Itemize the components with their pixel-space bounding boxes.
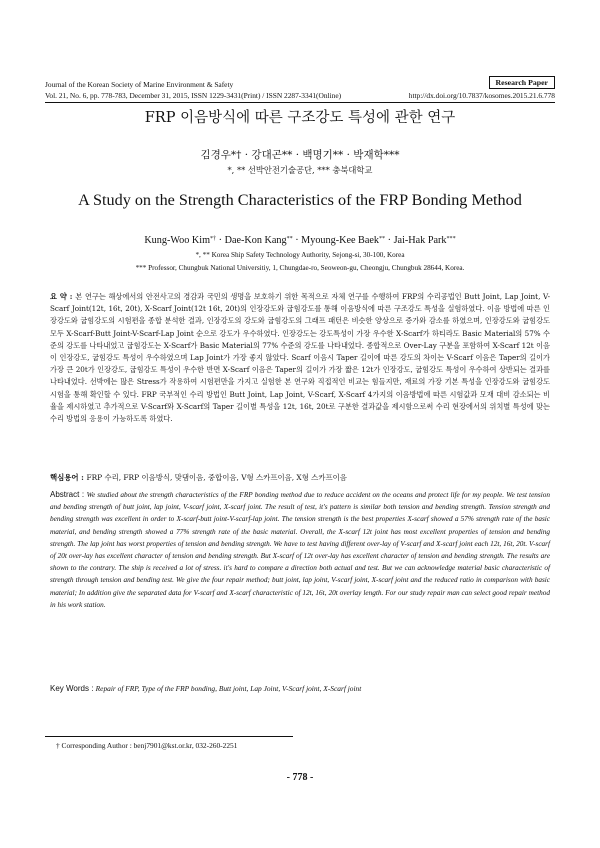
doi-link[interactable]: http://dx.doi.org/10.7837/kosomes.2015.21.6.778 [408, 91, 555, 100]
author-separator: · [292, 235, 302, 246]
footnote-rule [45, 736, 293, 737]
author-name: Jai-Hak Park [393, 235, 447, 246]
author-name: Kung-Woo Kim [144, 235, 210, 246]
journal-name: Journal of the Korean Society of Marine Environment & Safety [45, 80, 234, 89]
author-separator: · [385, 235, 394, 246]
english-keywords-label: Key Words : [50, 684, 96, 693]
author-mark: *† [210, 235, 217, 242]
english-affiliation-1: *, ** Korea Ship Safety Technology Authority, Sejong-si, 30-100, Korea [195, 251, 405, 259]
korean-title: FRP 이음방식에 따른 구조강도 특성에 관한 연구 [144, 110, 456, 126]
author-mark: *** [446, 235, 456, 242]
author-mark: ** [286, 235, 293, 242]
english-keywords-text: Repair of FRP, Type of the FRP bonding, Butt joint, Lap Joint, V-Scarf joint, X-Scarf joint [95, 684, 362, 693]
footnote-text: Corresponding Author : benj7901@kst.or.kr, 032-260-2251 [59, 741, 238, 750]
volume-line: Vol. 21, No. 6, pp. 778-783, December 31, 2015, ISSN 1229-3431(Print) / ISSN 2287-3341(Online) [45, 91, 342, 100]
english-abstract-label: Abstract : [50, 490, 87, 499]
korean-abstract-text: 본 연구는 해상에서의 안전사고의 경감과 국민의 생명을 보호하기 위한 목적으로 자체 연구를 수행하여 FRP의 수리공법인 Butt Joint, Lap Joint, V-Scarf Joint(12t, 16t, 20t), X-Scarf Joint(12t 16t, 20t)의 인장강도와 굽힘강도를 통해 이음방식에 따른 구조강도 특성을 실험하였다. 이음 방법에 따른 인장강도와 굽힘강도의 시험편을 종합 분석한 결과, 인장강도의 강도와 굽힘강도의 그래프 패턴은 비슷한 양상으로 증가와 감소를 하였으며, 인장강도와 굽힘강도 모두 X-Scarf-Butt Joint-V-Scarf-Lap Joint 순으로 강도가 우수하였다. 인장강도는 강도특성이 가장 우수한 X-Scarf가 하티라도 Basic Material의 57% 수준의 강도를 나타내었고 굽힘강도는 X-Scarf가 Basic Material의 77% 수준의 강도를 나타내었다. 종합적으로 Over-Lay 구분을 포함하여 X-Scarf 12t 이음이 인장강도, 굽힘강도 특성이 우수하였으며 Lap Joint가 가장 좋지 않았다. Scarf 이음시 Taper 길이에 따른 강도의 차이는 V-Scarf 이음은 Taper의 길이가 가장 큰 20t가 인장강도, 굽힘강도 특성이 우수한 반면 X-Scarf 이음은 Taper의 길이가 가장 짧은 12t가 인장강도, 굽힘강도 특성이 우수하여 상반되는 결과를 나타내었다. 선박에는 많은 Stress가 작용하여 시험편만을 가지고 실험한 본 연구와 직접적인 비교는 힘들지만, 재료의 가장 기본 특성을 인장강도와 굽힘강도 시험을 통해 확인할 수 있다. FRP 국부적인 수리 방법인 Butt Joint, Lap Joint, V-Scarf, X-Scarf 4가지의 이음방법에 따른 시험값과 모재 대비 감소되는 비율을 제시하였고 추가적으로 V-Scarf와 X-Scarf의 Taper 길이별 특성을 12t, 16t, 20t로 구분한 결과값을 제시함으로써 수리 현장에서의 위치별 특성에 맞는 수리 방법의 응용이 가능하도록 하였다. [50, 292, 551, 424]
author-mark: ** [378, 235, 386, 242]
english-abstract-text: We studied about the strength characteristics of the FRP bonding method due to reduce accident on the oceans and protect life for my people. We test tension and bending strength of butt joint, lap joint, V-scarf joint, X-scarf joint. The result of test, it's pattern is similar both tension and bending strength. Tension strength and bending strength was excellent in order to X-scarf-butt joint-V-scarf-lap joint. The tension strength is the best properties X-scarf showed a 57% strength rate of the basic material, and bending strength showed a 77% strength rate of the basic material. Overall, the X-scarf 12t joint has most excellent properties of tension and bending strength. The lap joint has worst properties of tension and bending strength. We have to test having different over-lay of V-scarf and X-scarf joint each 12t, 16t, 20t. V-scarf of 20t over-lay has excellent character of tension and bending strength. But X-scarf of 12t over-lay has excellent character of tension and bending strength. The results are shown to the contrary. The ship is received a lot of stress. it's hard to compare a direction both actual and test. But we can acknowledge material basic characteristic of strength through tension and bending test. We give the four repair method; butt joint, lap joint, V-scarf joint, X-scarf joint and the reduced ratio in comparison with basic material; In addition give the separated data for V-scarf and X-scarf characteristic of 12t, 16t, 20t overlay length. For our study repair man can select good repair method in his work station. [50, 491, 551, 609]
paper-type-badge: Research Paper [489, 76, 555, 89]
korean-abstract-label: 요 약 : [50, 292, 76, 301]
korean-keywords-text: FRP 수리, FRP 이음방식, 맞댐이음, 중합이음, V형 스카프이음, X형 스카프이음 [86, 473, 347, 482]
page-number: - 778 - [286, 772, 314, 783]
author-name: Myoung-Kee Baek [301, 235, 379, 246]
english-abstract [50, 489, 550, 611]
author-separator: · [216, 235, 225, 246]
author-name: Dae-Kon Kang [224, 235, 287, 246]
korean-keywords [50, 472, 550, 483]
english-authors [0, 234, 600, 248]
korean-keywords-label: 핵심용어 : [50, 473, 87, 482]
english-title: A Study on the Strength Characteristics of the FRP Bonding Method [78, 191, 522, 209]
korean-abstract [50, 291, 550, 425]
dagger-symbol: † [56, 741, 60, 750]
english-affiliation-2: *** Professor, Chungbuk National Universitiy, 1, Chungdae-ro, Seoweon-gu, Cheongju, Chungbuk 28644, Korea. [135, 264, 465, 272]
corresponding-author-footnote [56, 741, 237, 751]
english-keywords [50, 683, 550, 694]
korean-authors: 김경우*† · 강대곤** · 백명기** · 박재학*** [200, 149, 400, 161]
korean-affiliation: *, ** 선박안전기술공단, *** 충북대학교 [227, 165, 373, 175]
header-rule [45, 102, 555, 103]
